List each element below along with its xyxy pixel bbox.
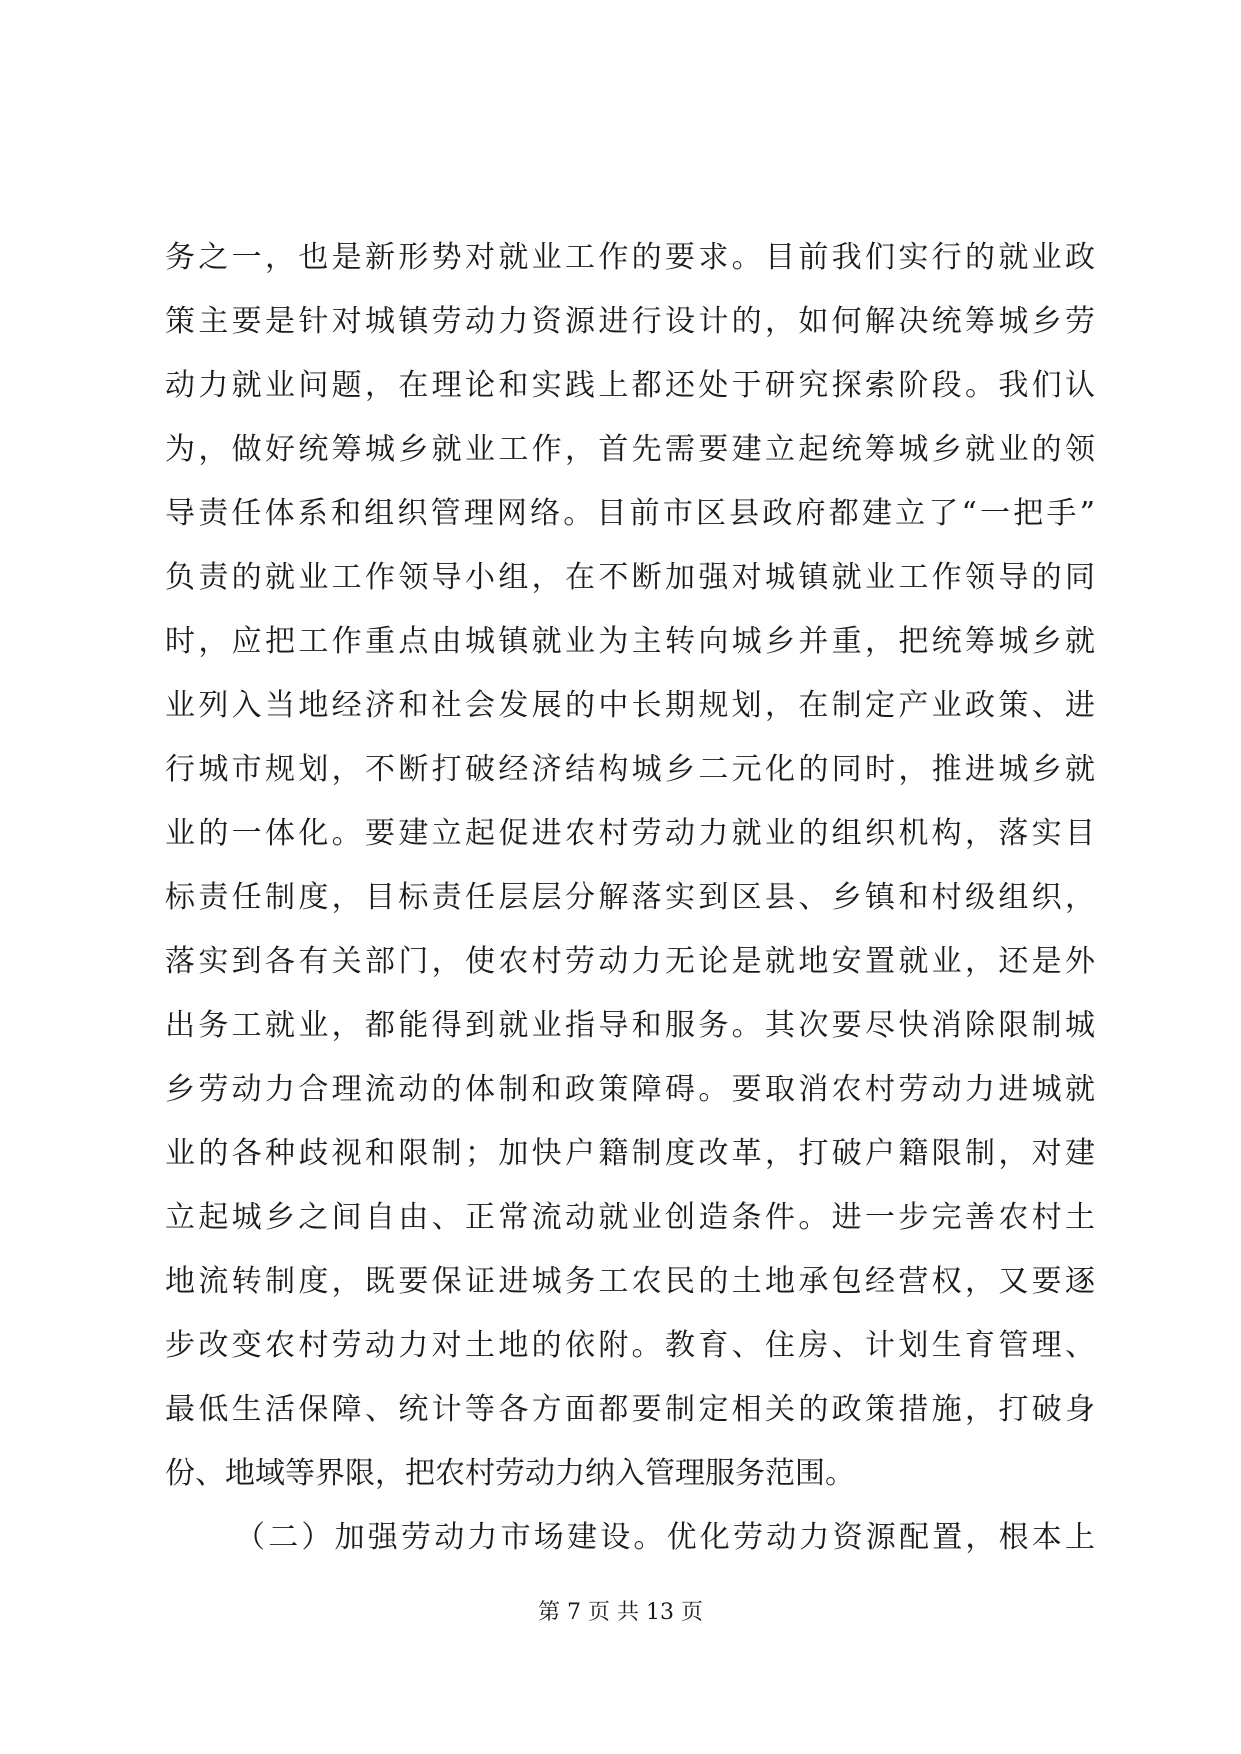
text-line: 导责任体系和组织管理网络。目前市区县政府都建立了“一把手”	[165, 496, 1095, 531]
text-line: 步改变农村劳动力对土地的依附。教育、住房、计划生育管理、	[165, 1328, 1095, 1363]
text-line: 份、地域等界限，把农村劳动力纳入管理服务范围。	[165, 1456, 855, 1491]
text-line: 业的各种歧视和限制；加快户籍制度改革，打破户籍限制，对建	[165, 1136, 1095, 1171]
section-heading-line: （二）加强劳动力市场建设。优化劳动力资源配置，根本上	[235, 1520, 1095, 1555]
text-line: 务之一，也是新形势对就业工作的要求。目前我们实行的就业政	[165, 240, 1095, 275]
text-line: 最低生活保障、统计等各方面都要制定相关的政策措施，打破身	[165, 1392, 1095, 1427]
page-number-footer: 第 7 页 共 13 页	[538, 1600, 703, 1625]
text-line: 业列入当地经济和社会发展的中长期规划，在制定产业政策、进	[165, 688, 1095, 723]
text-line: 标责任制度，目标责任层层分解落实到区县、乡镇和村级组织，	[165, 880, 1095, 915]
text-line: 为，做好统筹城乡就业工作，首先需要建立起统筹城乡就业的领	[165, 432, 1095, 467]
text-line: 时，应把工作重点由城镇就业为主转向城乡并重，把统筹城乡就	[165, 624, 1095, 659]
text-line: 落实到各有关部门，使农村劳动力无论是就地安置就业，还是外	[165, 944, 1095, 979]
text-line: 策主要是针对城镇劳动力资源进行设计的，如何解决统筹城乡劳	[165, 304, 1095, 339]
text-line: 动力就业问题，在理论和实践上都还处于研究探索阶段。我们认	[165, 368, 1095, 403]
text-line: 业的一体化。要建立起促进农村劳动力就业的组织机构，落实目	[165, 816, 1095, 851]
text-line: 乡劳动力合理流动的体制和政策障碍。要取消农村劳动力进城就	[165, 1072, 1095, 1107]
text-line: 立起城乡之间自由、正常流动就业创造条件。进一步完善农村土	[165, 1200, 1095, 1235]
text-line: 地流转制度，既要保证进城务工农民的土地承包经营权，又要逐	[165, 1264, 1095, 1299]
text-line: 行城市规划，不断打破经济结构城乡二元化的同时，推进城乡就	[165, 752, 1095, 787]
body-text	[165, 226, 1095, 1570]
text-line: 出务工就业，都能得到就业指导和服务。其次要尽快消除限制城	[165, 1008, 1095, 1043]
text-line: 负责的就业工作领导小组，在不断加强对城镇就业工作领导的同	[165, 560, 1095, 595]
